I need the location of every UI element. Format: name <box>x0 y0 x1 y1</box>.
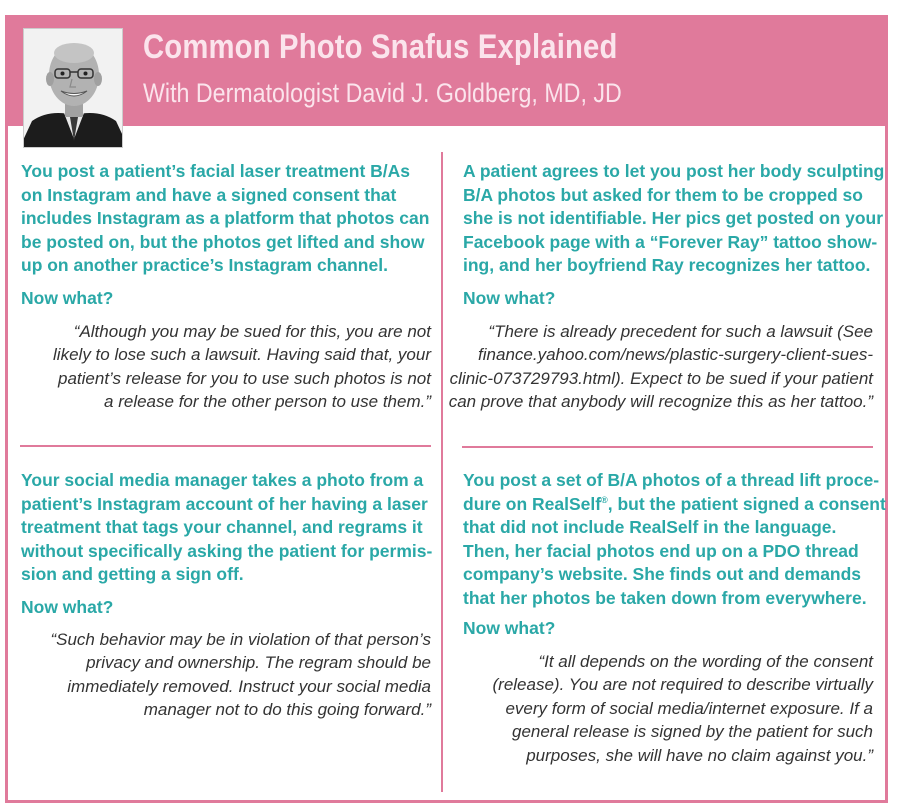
row-divider-right <box>462 446 873 448</box>
portrait-image <box>24 29 123 148</box>
now-what-label: Now what? <box>463 618 556 638</box>
scenario-text: A patient agrees to let you post her body sculpting B/A photos but asked for them to be cropped so she is not identifiable. Her pics get posted on your Facebook page with a “Forever Ray” tattoo show- ing, and her boyfriend Ray recognizes her tattoo. <box>463 161 885 276</box>
now-what-label: Now what? <box>21 288 114 308</box>
now-what-label: Now what? <box>21 597 114 617</box>
row-divider-left <box>20 445 431 447</box>
registered-mark: ® <box>601 494 608 505</box>
scenario-text: You post a set of B/A photos of a thread lift proce- dure on RealSelf®, but the patient signed a consent that did not include RealSelf in the language. Then, her facial photos end up on a PDO thread company’s website. She finds out and demands that her photos be taken down from everywhere. <box>463 470 886 608</box>
author-photo <box>23 28 123 148</box>
expert-answer: “It all depends on the wording of the consent (release). You are not required to describe virtually every form of social media/internet exposure. If a general release is signed by the patient for such purposes, she will have no claim against you.” <box>492 652 873 765</box>
page-title: Common Photo Snafus Explained <box>143 28 618 66</box>
expert-answer: “There is already precedent for such a lawsuit (See finance.yahoo.com/news/plastic-surgery-client-sues- clinic-073729793.html). Expect to be sued if your patient can prove that anybody will recognize this as her tattoo.” <box>448 322 873 412</box>
scenario-text: Your social media manager takes a photo from a patient’s Instagram account of her having a laser treatment that tags your channel, and regrams it without specifically asking the patient for permis- sion and getting a sign off. <box>21 470 433 585</box>
page-subtitle: With Dermatologist David J. Goldberg, MD, JD <box>143 78 622 108</box>
header-banner <box>8 18 885 126</box>
expert-answer: “Although you may be sued for this, you are not likely to lose such a lawsuit. Having said that, your patient’s release for you to use such photos is not a release for the other person to use them.” <box>53 322 431 412</box>
now-what-label: Now what? <box>463 288 556 308</box>
column-divider <box>441 152 443 792</box>
expert-answer: “Such behavior may be in violation of that person’s privacy and ownership. The regram should be immediately removed. Instruct your social media manager not to do this going forward.” <box>50 630 431 720</box>
scenario-text: You post a patient’s facial laser treatment B/As on Instagram and have a signed consent that includes Instagram as a platform that photos can be posted on, but the photos get lifted and show up on another practice’s Instagram channel. <box>21 161 430 276</box>
